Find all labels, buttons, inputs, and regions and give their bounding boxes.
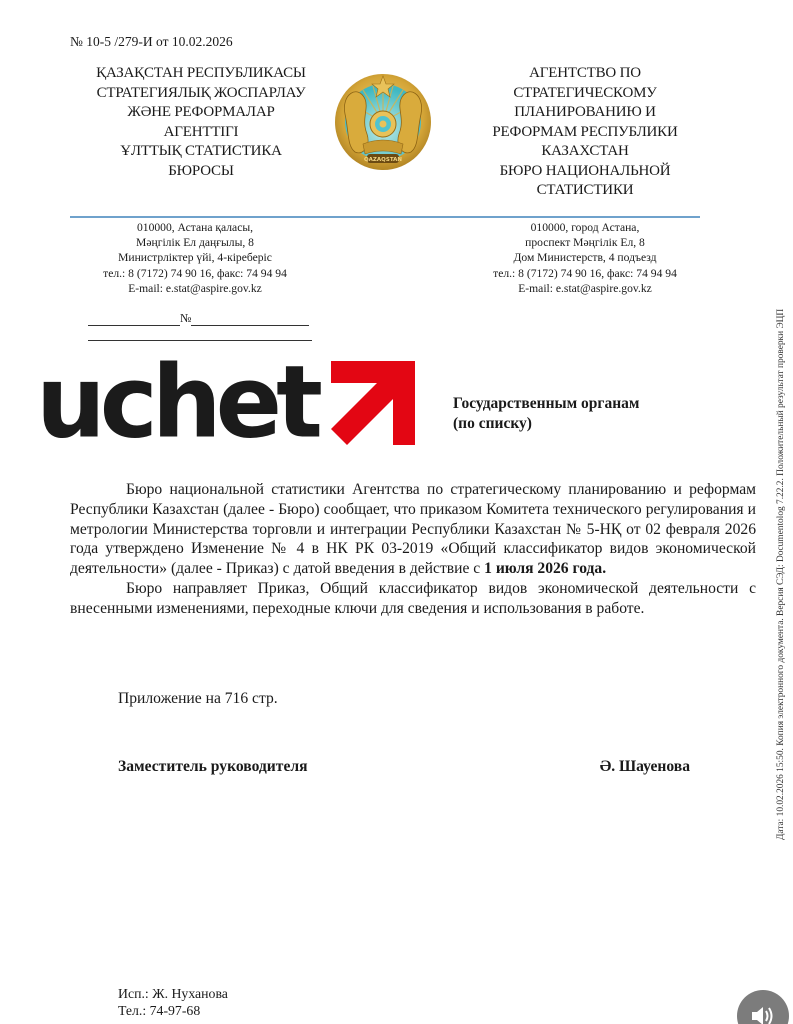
org-ru-line: АГЕНТСТВО ПО [529,65,641,81]
paragraph-text: Бюро национальной статистики Агентства по стратегическому планированию и реформам Республики Казахстан (далее - Бюро) сообщает, что приказом Комитета технического регулирования и метрологии Министерства торговли и интеграции Республики Казахстан № 5-НҚ от 02 февраля 2026 года утверждено Изменение № 4 в НК РК 03-2019 «Общий классификатор видов экономической деятельности» (далее - Приказ) с датой введения в действие с [70,481,756,578]
effective-date: 1 июля 2026 года. [484,560,607,578]
reg-number-symbol: № [180,311,192,325]
speaker-icon [750,1005,776,1024]
address-line: тел.: 8 (7172) 74 90 16, факс: 74 94 94 [103,266,287,280]
org-kz-line: АГЕНТТІГІ [163,123,239,140]
address-line: проспект Мәңгілік Ел, 8 [525,236,645,250]
executor-phone: Тел.: 74-97-68 [118,1003,201,1018]
arrow-up-right-icon [331,361,415,445]
org-ru-line: СТРАТЕГИЧЕСКОМУ [513,84,657,101]
address-line: Министрліктер үйі, 4-кіреберіс [118,251,272,265]
address-kazakh [70,220,320,296]
addressee [453,394,639,434]
address-line: Дом Министерств, 4 подъезд [513,251,657,265]
signatory-name: Ә. Шауенова [599,758,690,775]
electronic-signature-stamp: Дата: 10.02.2026 15:50. Копия электронного документа. Версия СЭД: Documentolog 7.22.2. Положительный результат проверки ЭЦП [776,308,786,840]
reg-date-blank [88,313,180,326]
address-line: 010000, Астана қаласы, [136,221,254,234]
reg-number-blank [191,313,309,326]
org-kz-line: СТРАТЕГИЯЛЫҚ ЖОСПАРЛАУ [96,84,306,101]
signature-block [118,758,690,776]
letter-body [70,480,756,619]
org-name-kazakh [70,64,332,181]
signatory-position: Заместитель руководителя [118,758,308,775]
address-russian [460,220,710,296]
body-paragraph-2: Бюро направляет Приказ, Общий классификатор видов экономической деятельности с внесенными изменениями, переходные ключи для сведения и использования в работе. [70,579,756,617]
email-link[interactable]: E-mail: e.stat@aspire.gov.kz [518,281,652,295]
org-ru-line: ПЛАНИРОВАНИЮ И [514,104,656,120]
email-link[interactable]: E-mail: e.stat@aspire.gov.kz [128,281,262,295]
org-ru-line: КАЗАХСТАН [541,143,629,159]
emblem-label: QAZAQSTAN [364,157,402,163]
attachment-note: Приложение на 716 стр. [118,690,278,707]
addressee-line: Государственным органам [453,395,640,412]
addressee-line: (по списку) [453,415,532,432]
registration-number-field [88,311,309,326]
org-kz-line: ҚАЗАҚСТАН РЕСПУБЛИКАСЫ [96,65,306,81]
org-ru-line: СТАТИСТИКИ [536,182,634,198]
state-emblem-icon [333,64,433,186]
address-line: Мәңгілік Ел даңғылы, 8 [136,236,254,250]
executor-name: Исп.: Ж. Нуханова [118,986,228,1001]
registration-blank-line [88,340,312,341]
org-name-russian [470,64,700,201]
audio-play-button[interactable] [737,990,789,1024]
executor-info [118,985,228,1019]
address-line: 010000, город Астана, [530,221,640,234]
org-kz-line: БЮРОСЫ [168,162,234,179]
org-kz-line: ЖӘНЕ РЕФОРМАЛАР [127,104,275,120]
outgoing-number: № 10-5 /279-И от 10.02.2026 [70,34,233,49]
address-line: тел.: 8 (7172) 74 90 16, факс: 74 94 94 [493,266,677,280]
header-divider [70,216,700,218]
logo-text: uchet [36,344,317,462]
body-paragraph-1 [70,480,756,579]
org-ru-line: БЮРО НАЦИОНАЛЬНОЙ [499,162,671,179]
org-kz-line: ҰЛТТЫҚ СТАТИСТИКА [120,143,282,159]
org-ru-line: РЕФОРМАМ РЕСПУБЛИКИ [492,123,678,140]
uchet-watermark-logo [36,344,415,462]
